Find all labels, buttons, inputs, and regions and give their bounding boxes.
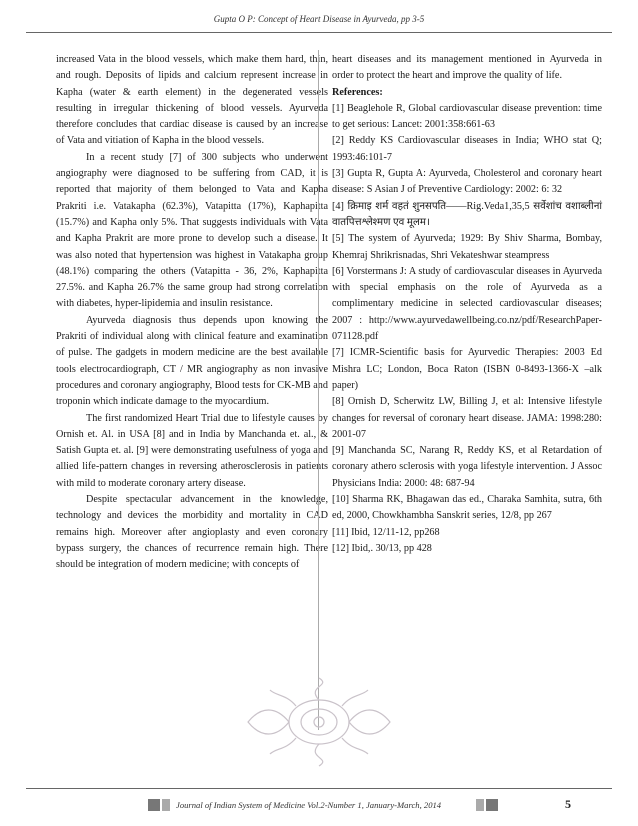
- reference-4: [4] क्रिमाइ शर्म वहतं शुनसपति——Rig.Veda1,35,5 सर्वेशांच वशाब्लीनां वातपित्तश्लेश्मण एव मूलम।: [332, 200, 602, 228]
- right-paragraph-1: heart diseases and its management mentioned in Ayurveda in order to protect the heart and improve the quality of life.: [332, 54, 602, 82]
- footer-square-icon: [476, 799, 484, 811]
- reference-11: [11] Ibid, 12/11-12, pp268: [332, 526, 440, 538]
- footer-rule: [26, 788, 612, 789]
- journal-citation: Journal of Indian System of Medicine Vol.2-Number 1, January-March, 2014: [176, 800, 442, 810]
- left-column: [56, 52, 328, 574]
- reference-7: [7] ICMR-Scientific basis for Ayurvedic Therapies: 2003 Ed Mishra LC; London, Boca Raton (ISBN 0-8493-1366-X –alk paper): [332, 347, 602, 391]
- reference-3: [3] Gupta R, Gupta A: Ayurveda, Cholesterol and coronary heart disease: S Asian J of Preventive Cardiology: 2002: 6: 32: [332, 168, 602, 196]
- decorative-ornament-icon: [236, 676, 402, 768]
- footer-square-icon: [486, 799, 498, 811]
- reference-10: [10] Sharma RK, Bhagawan das ed., Charaka Samhita, sutra, 6th ed, 2000, Chowkhambha Sanskrit series, 12/8, pp 267: [332, 494, 602, 522]
- reference-8: [8] Ornish D, Scherwitz LW, Billing J, et al: Intensive lifestyle changes for reversal of coronary heart disease. JAMA: 1998:280: 2001-07: [332, 396, 602, 440]
- reference-5: [5] The system of Ayurveda; 1929: By Shiv Sharma, Bombay, Khemraj Shrikrisnadas, Shri Vekateshwar steampress: [332, 233, 602, 261]
- left-paragraph-3: Ayurveda diagnosis thus depends upon knowing the Prakriti of individual along with clinical feature and examination of pulse. The gadgets in modern medicine are the best available tools electrocardiograph, CT / MR angiography as non invasive procedures and coronary angiography, Blood tests for CK-MB and troponin which indicate damage to the myocardium.: [56, 314, 328, 408]
- page-number: 5: [565, 797, 571, 811]
- footer-square-icon: [148, 799, 160, 811]
- left-paragraph-5: Despite spectacular advancement in the knowledge, technology and devices the morbidity and mortality in CAD remains high. Moreover after angioplasty and even coronary bypass surgery, the chances of recurrence remain high. There should be integration of modern medicine; with concepts of: [56, 494, 328, 571]
- left-paragraph-4: The first randomized Heart Trial due to lifestyle causes by Ornish et. Al. in USA [8] and in India by Manchanda et. al., & Satish Gupta et. al. [9] were demonstrating usefulness of yoga and allied life-pattern changes in reversing atherosclerosis in patients with mild to moderate coronary artery disease.: [56, 412, 328, 489]
- reference-9: [9] Manchanda SC, Narang R, Reddy KS, et al Retardation of coronary athero sclerosis with yoga lifestyle intervention. J Assoc Physicians India: 2000: 48: 687-94: [332, 445, 602, 489]
- footer-square-icon: [162, 799, 170, 811]
- references-heading: References:: [332, 86, 383, 98]
- page-footer: [0, 796, 638, 816]
- reference-1: [1] Beaglehole R, Global cardiovascular disease prevention: time to get serious: Lancet: 2001:358:661-63: [332, 102, 602, 131]
- reference-6: [6] Vorstermans J: A study of cardiovascular diseases in Ayurveda with special emphasis on the role of Ayurveda as a complimentary medicine in selected cardiovascular diseases; 2007 : http://www.ayurvedawellbeing.co.nz/pdf/ResearchPaper- 071128.pdf: [332, 265, 602, 343]
- reference-2: [2] Reddy KS Cardiovascular diseases in India; WHO stat Q; 1993:46:101-7: [332, 135, 602, 163]
- running-header: Gupta O P: Concept of Heart Disease in Ayurveda, pp 3-5: [213, 14, 425, 24]
- column-divider: [318, 50, 319, 730]
- right-column: [332, 52, 602, 557]
- left-paragraph-2: In a recent study [7] of 300 subjects who underwent angiography were diagnosed to be suffering from CAD, it is reported that majority of them belonged to Vata and Kapha Prakriti i.e. Vatakapha (62.3%), Vatapitta (17%), Kaphapitta (15.7%) and Kapha only 5%. That suggests individuals with Vata and Kapha Prakrit are more prone to develop such a disease. It was also noted that hypertension was highest in Vatakapha group (48.1%) comparing the others (Vatapitta - 36, 2%, Kaphapitta 27.5%. and Kapha 26.7% the same group had strong correlation with diabetes, hyper-lipidemia and insulin resistance.: [56, 151, 328, 310]
- header-rule: [26, 32, 612, 33]
- reference-12: [12] Ibid,. 30/13, pp 428: [332, 542, 432, 554]
- left-paragraph-1: increased Vata in the blood vessels, which make them hard, thin, and rough. Deposits of lipids and calcium represent increase in Kapha (water & earth element) in the degenerated vessels resulting in irregular thickening of blood vessels. Ayurveda therefore concludes that cardiac disease is caused by an increase of Vata and vitiation of Kapha in the blood vessels.: [56, 54, 328, 147]
